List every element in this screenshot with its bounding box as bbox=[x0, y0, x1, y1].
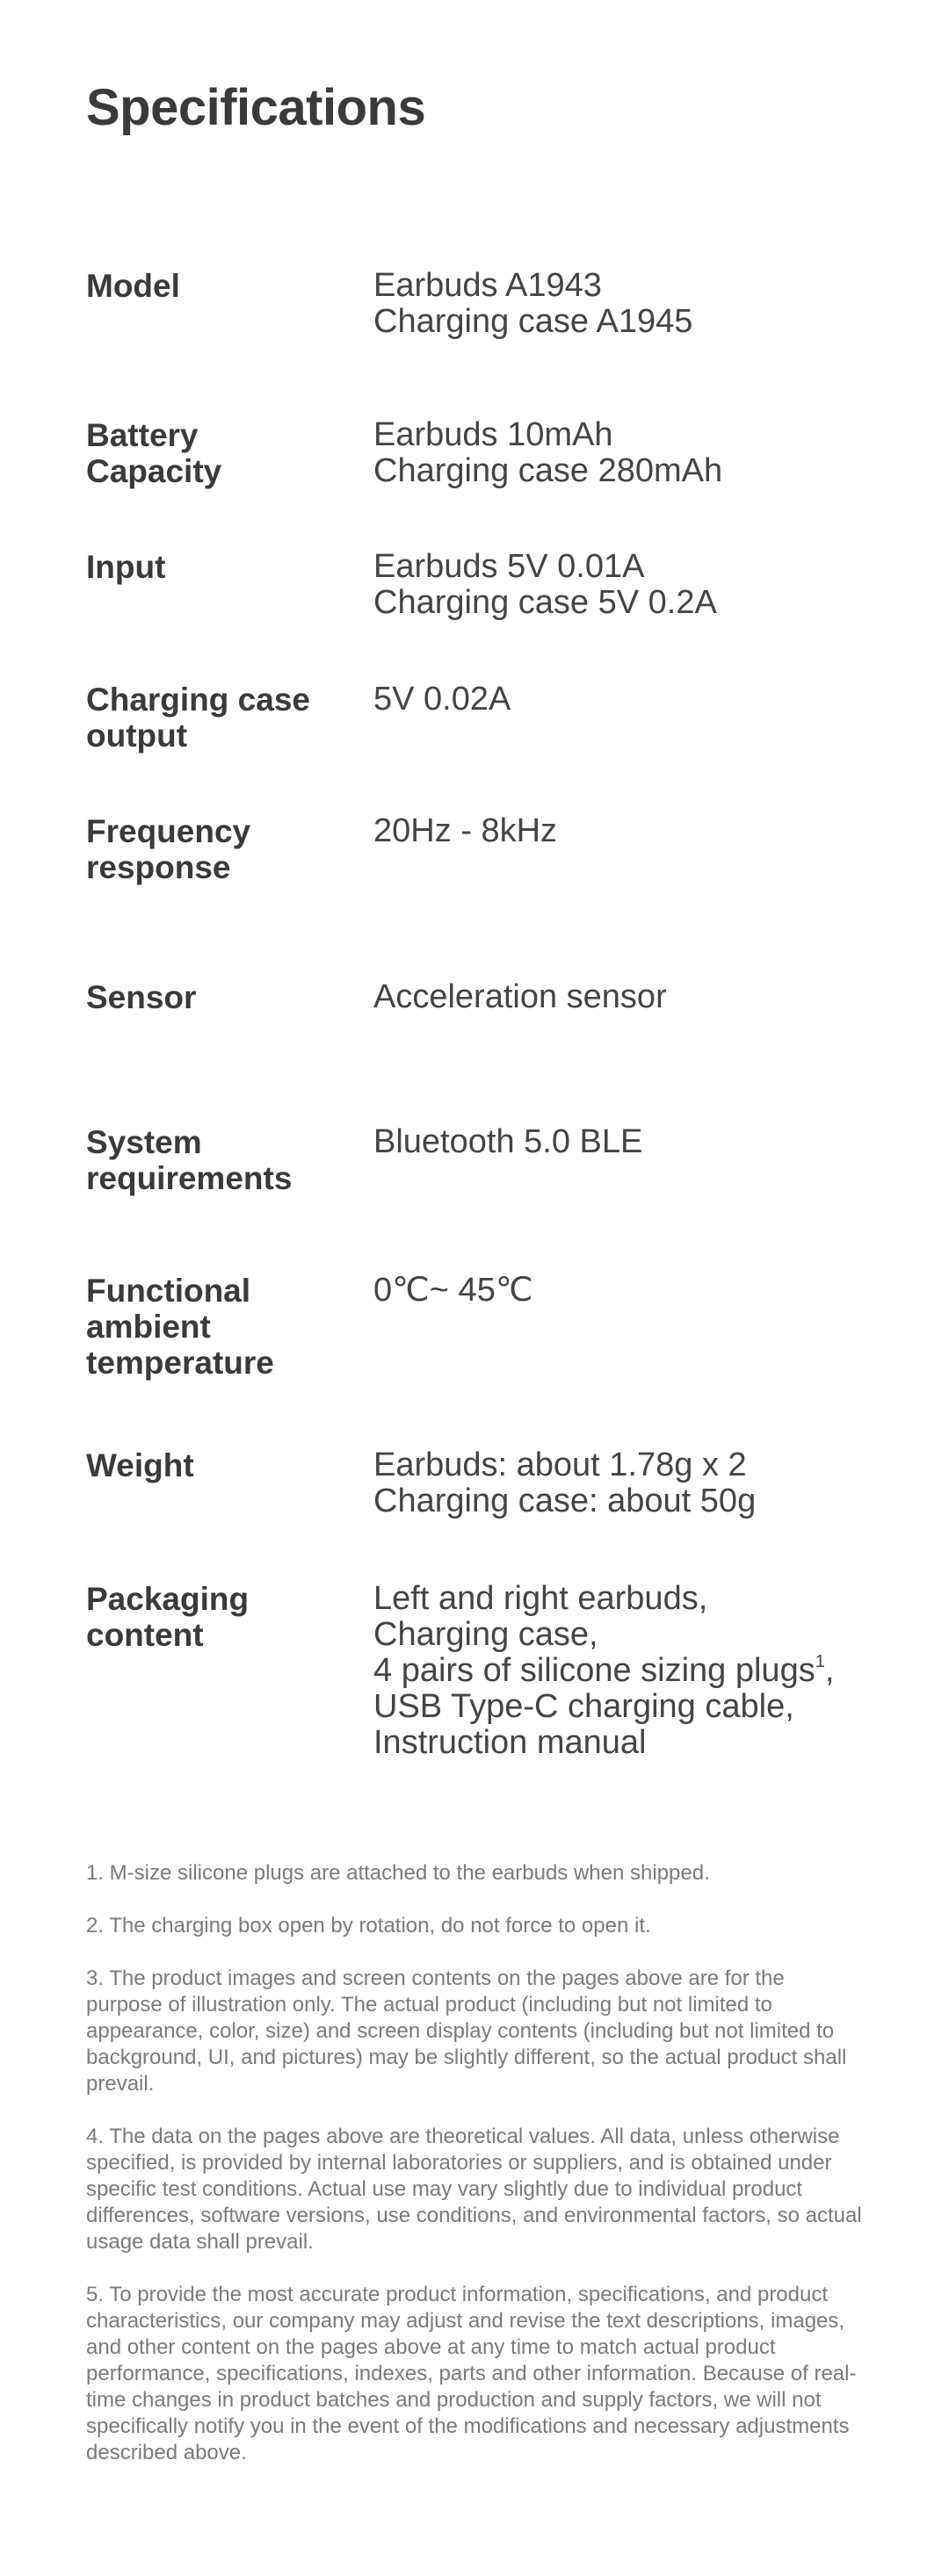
spec-value-line: Earbuds 5V 0.01A bbox=[373, 548, 645, 585]
spec-value bbox=[373, 268, 901, 340]
spec-value bbox=[373, 1447, 901, 1519]
spec-label bbox=[86, 1273, 367, 1381]
spec-value-line: Charging case A1945 bbox=[373, 303, 693, 340]
page-title: Specifications bbox=[86, 79, 426, 136]
spec-value-line: 20Hz - 8kHz bbox=[373, 812, 558, 849]
spec-value-line: Earbuds A1943 bbox=[373, 267, 602, 304]
spec-value-line: Instruction manual bbox=[373, 1724, 647, 1761]
footnote: 5. To provide the most accurate product information, specifications, and product characteristics, our company may adjust and revise the text descriptions, images, and other content on the pages above at any time to match actual product performance, specifications, indexes, parts and other information. Because of real-time changes in product batches and production and supply factors, we will not specifically notify you in the event of the modifications and necessary adjustments described above. bbox=[86, 2283, 857, 2464]
spec-label bbox=[86, 417, 367, 489]
spec-label-line: response bbox=[86, 849, 231, 885]
spec-value-line: USB Type-C charging cable, bbox=[373, 1688, 794, 1725]
spec-value bbox=[373, 682, 901, 718]
spec-label: Sensor bbox=[86, 979, 197, 1015]
spec-value bbox=[373, 549, 901, 621]
spec-value-line bbox=[373, 1653, 901, 1689]
spec-label-line: temperature bbox=[86, 1345, 274, 1381]
spec-label-line: ambient bbox=[86, 1309, 211, 1345]
spec-value-line: Earbuds: about 1.78g x 2 bbox=[373, 1447, 747, 1483]
spec-value-line: Charging case: about 50g bbox=[373, 1483, 757, 1519]
spec-label-line: Charging case bbox=[86, 682, 310, 718]
spec-label: Input bbox=[86, 549, 166, 585]
spec-label-line: content bbox=[86, 1617, 204, 1653]
spec-value bbox=[373, 1581, 901, 1761]
spec-value-text: 4 pairs of silicone sizing plugs bbox=[373, 1652, 815, 1689]
spec-value-line: Charging case 280mAh bbox=[373, 452, 723, 489]
footnote: 3. The product images and screen contents on the pages above are for the purpose of illustration only. The actual product (including but not limited to appearance, color, size) and screen display contents (including but not limited to background, UI, and pictures) may be slightly different, so the actual product shall prevail. bbox=[86, 1966, 847, 2096]
spec-value-line: Earbuds 10mAh bbox=[373, 416, 613, 453]
spec-label: Weight bbox=[86, 1447, 194, 1483]
spec-label-line: Frequency bbox=[86, 813, 251, 849]
spec-label-line: Packaging bbox=[86, 1581, 250, 1617]
spec-label bbox=[86, 1581, 367, 1653]
spec-value-line: Charging case, bbox=[373, 1616, 598, 1653]
spec-label-line: output bbox=[86, 718, 188, 754]
spec-value bbox=[373, 1273, 901, 1309]
spec-value-line: 5V 0.02A bbox=[373, 681, 511, 718]
spec-label-line: Capacity bbox=[86, 453, 222, 489]
spec-value-line: Bluetooth 5.0 BLE bbox=[373, 1123, 643, 1160]
spec-label-line: requirements bbox=[86, 1160, 293, 1196]
spec-label bbox=[86, 682, 367, 754]
spec-value bbox=[373, 979, 901, 1015]
footnote: 4. The data on the pages above are theoretical values. All data, unless otherwise specified, is provided by internal laboratories or suppliers, and is obtained under specific test conditions. Actual use may vary slightly due to individual product differences, software versions, use conditions, and environmental factors, so actual usage data shall prevail. bbox=[86, 2125, 862, 2254]
spec-value bbox=[373, 1124, 901, 1160]
spec-label-line: Functional bbox=[86, 1273, 251, 1309]
spec-value bbox=[373, 813, 901, 849]
spec-value-text: , bbox=[824, 1652, 835, 1689]
spec-label: Model bbox=[86, 268, 180, 304]
footnote: 2. The charging box open by rotation, do not force to open it. bbox=[86, 1914, 651, 1937]
spec-label bbox=[86, 1124, 367, 1196]
footnotes bbox=[86, 1860, 864, 2493]
spec-value-line: Left and right earbuds, bbox=[373, 1580, 708, 1617]
spec-label-line: Battery bbox=[86, 417, 199, 453]
spec-label-line: System bbox=[86, 1124, 202, 1160]
spec-value bbox=[373, 417, 901, 489]
spec-label bbox=[86, 813, 367, 885]
footnote: 1. M-size silicone plugs are attached to the earbuds when shipped. bbox=[86, 1861, 710, 1885]
footnote-mark: 1 bbox=[815, 1652, 825, 1671]
spec-value-line: Charging case 5V 0.2A bbox=[373, 584, 717, 621]
spec-value-line: 0℃~ 45℃ bbox=[373, 1272, 533, 1309]
spec-value-line: Acceleration sensor bbox=[373, 978, 667, 1015]
